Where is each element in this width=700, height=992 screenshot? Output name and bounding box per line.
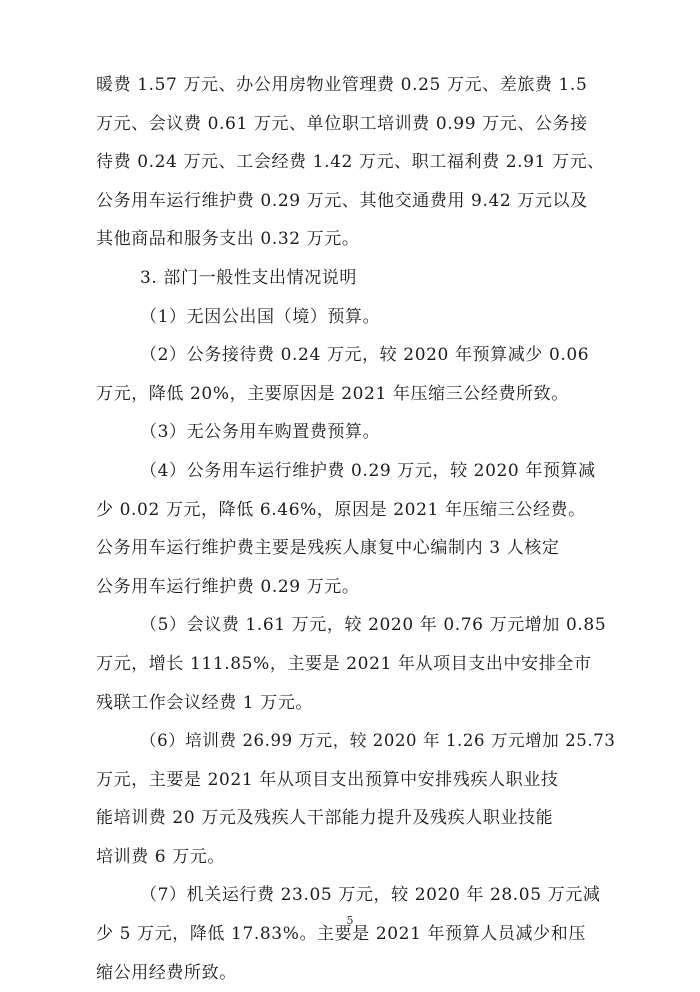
- text-line: 万元、会议费 0.61 万元、单位职工培训费 0.99 万元、公务接: [96, 113, 588, 134]
- text-line: 暖费 1.57 万元、办公用房物业管理费 0.25 万元、差旅费 1.5: [96, 75, 588, 95]
- text-line: 公务用车运行维护费主要是残疾人康复中心编制内 3 人核定: [96, 538, 560, 559]
- text-line: 培训费 6 万元。: [96, 846, 226, 867]
- text-line: （1）无因公出国（境）预算。: [140, 306, 381, 327]
- text-line: 待费 0.24 万元、工会经费 1.42 万元、职工福利费 2.91 万元、: [96, 152, 605, 173]
- text-line: 公务用车运行维护费 0.29 万元。: [96, 576, 360, 597]
- text-line: 缩公用经费所致。: [96, 962, 237, 983]
- text-line: 残联工作会议经费 1 万元。: [96, 692, 314, 713]
- text-line: 能培训费 20 万元及残疾人干部能力提升及残疾人职业技能: [96, 808, 554, 829]
- text-line: 少 5 万元，降低 17.83%。主要是 2021 年预算人员减少和压: [96, 924, 586, 945]
- text-line: 万元，主要是 2021 年从项目支出预算中安排残疾人职业技: [96, 769, 559, 790]
- text-line: 万元，降低 20%，主要原因是 2021 年压缩三公经费所致。: [96, 383, 569, 404]
- text-line: （4）公务用车运行维护费 0.29 万元，较 2020 年预算减: [140, 460, 596, 481]
- text-line: （5）会议费 1.61 万元，较 2020 年 0.76 万元增加 0.85: [140, 615, 607, 636]
- text-line: 少 0.02 万元，降低 6.46%，原因是 2021 年压缩三公经费。: [96, 499, 586, 520]
- page-number: 5: [346, 914, 354, 927]
- text-line: （2）公务接待费 0.24 万元，较 2020 年预算减少 0.06: [140, 345, 590, 366]
- text-line: （6）培训费 26.99 万元，较 2020 年 1.26 万元增加 25.73: [140, 731, 616, 751]
- text-line: 公务用车运行维护费 0.29 万元、其他交通费用 9.42 万元以及: [96, 190, 588, 211]
- section-heading: 3. 部门一般性支出情况说明: [140, 267, 358, 288]
- text-line: 其他商品和服务支出 0.32 万元。: [96, 229, 360, 250]
- text-line: （3）无公务用车购置费预算。: [140, 422, 381, 443]
- body-text: [96, 66, 616, 992]
- text-line: 万元，增长 111.85%，主要是 2021 年从项目支出中安排全市: [96, 653, 592, 674]
- text-line: （7）机关运行费 23.05 万元，较 2020 年 28.05 万元减: [140, 885, 601, 906]
